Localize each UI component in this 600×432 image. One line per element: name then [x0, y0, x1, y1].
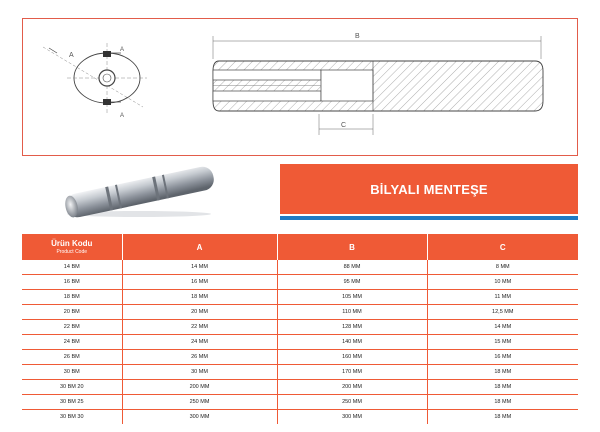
cell-a: 14 MM [122, 260, 277, 275]
header-product-code [22, 234, 122, 260]
cell-a: 300 MM [122, 410, 277, 425]
cell-a: 20 MM [122, 305, 277, 320]
cell-b: 170 MM [277, 365, 427, 380]
cell-b: 105 MM [277, 290, 427, 305]
label-c: C [341, 122, 347, 129]
cell-a: 26 MM [122, 350, 277, 365]
table-row [22, 395, 578, 410]
cell-product-code: 30 BM 20 [22, 380, 122, 395]
cell-a: 18 MM [122, 290, 277, 305]
table-header-row [22, 234, 578, 260]
cell-b: 160 MM [277, 350, 427, 365]
cell-b: 88 MM [277, 260, 427, 275]
cell-c: 16 MM [427, 350, 578, 365]
table-row [22, 380, 578, 395]
cell-c: 15 MM [427, 335, 578, 350]
cell-product-code: 26 BM [22, 350, 122, 365]
cell-b: 250 MM [277, 395, 427, 410]
technical-drawing [22, 18, 578, 156]
cell-c: 10 MM [427, 275, 578, 290]
cell-b: 300 MM [277, 410, 427, 425]
label-a-bottom: A [120, 113, 125, 119]
header-a: A [122, 234, 277, 260]
table-row [22, 320, 578, 335]
cell-product-code: 30 BM 30 [59, 414, 84, 420]
cell-product-code: 16 BM [22, 275, 122, 290]
table-row [22, 260, 578, 275]
cell-a: 30 MM [122, 365, 277, 380]
table-row [22, 305, 578, 320]
cell-product-code: 30 BM [22, 365, 122, 380]
cell-product-code: 20 BM [22, 305, 122, 320]
cell-c: 18 MM [427, 410, 578, 425]
cell-c: 8 MM [427, 260, 578, 275]
table-row [22, 275, 578, 290]
cell-a: 250 MM [122, 395, 277, 410]
hinge-pin-image [55, 163, 225, 221]
table-row [22, 350, 578, 365]
table-body [22, 260, 578, 424]
cell-a: 200 MM [122, 380, 277, 395]
table-row [22, 365, 578, 380]
cell-a: 24 MM [122, 335, 277, 350]
blue-divider [280, 216, 578, 220]
cell-b: 140 MM [277, 335, 427, 350]
side-view [213, 33, 543, 135]
cell-product-code: 22 BM [22, 320, 122, 335]
table-row [22, 290, 578, 305]
cell-product-code: 14 BM [22, 260, 122, 275]
header-c: C [427, 234, 578, 260]
table-row [22, 410, 578, 425]
cell-a: 22 MM [122, 320, 277, 335]
cell-a: 16 MM [122, 275, 277, 290]
cell-c: 11 MM [427, 290, 578, 305]
cell-c: 12,5 MM [427, 305, 578, 320]
header-code-label: Ürün Kodu [51, 238, 93, 248]
product-title: BİLYALI MENTEŞE [370, 181, 488, 197]
spec-table [22, 234, 578, 424]
cell-b: 110 MM [277, 305, 427, 320]
drawing-svg [23, 19, 579, 157]
cell-product-code: 24 BM [22, 335, 122, 350]
cell-product-code: 30 BM 25 [22, 395, 122, 410]
label-a-top: A [120, 47, 125, 53]
cell-b: 128 MM [277, 320, 427, 335]
cell-b: 95 MM [277, 275, 427, 290]
cell-c: 18 MM [427, 395, 578, 410]
cell-c: 14 MM [427, 320, 578, 335]
cell-product-code: 18 BM [22, 290, 122, 305]
product-title-banner [280, 164, 578, 214]
section-view [43, 43, 147, 119]
header-b: B [277, 234, 427, 260]
header-code-sublabel: Product Code [56, 248, 88, 255]
table-row [22, 335, 578, 350]
label-b: B [355, 33, 360, 40]
cell-c: 18 MM [427, 380, 578, 395]
cell-b: 200 MM [277, 380, 427, 395]
label-a: A [69, 52, 74, 59]
cell-c: 18 MM [427, 365, 578, 380]
